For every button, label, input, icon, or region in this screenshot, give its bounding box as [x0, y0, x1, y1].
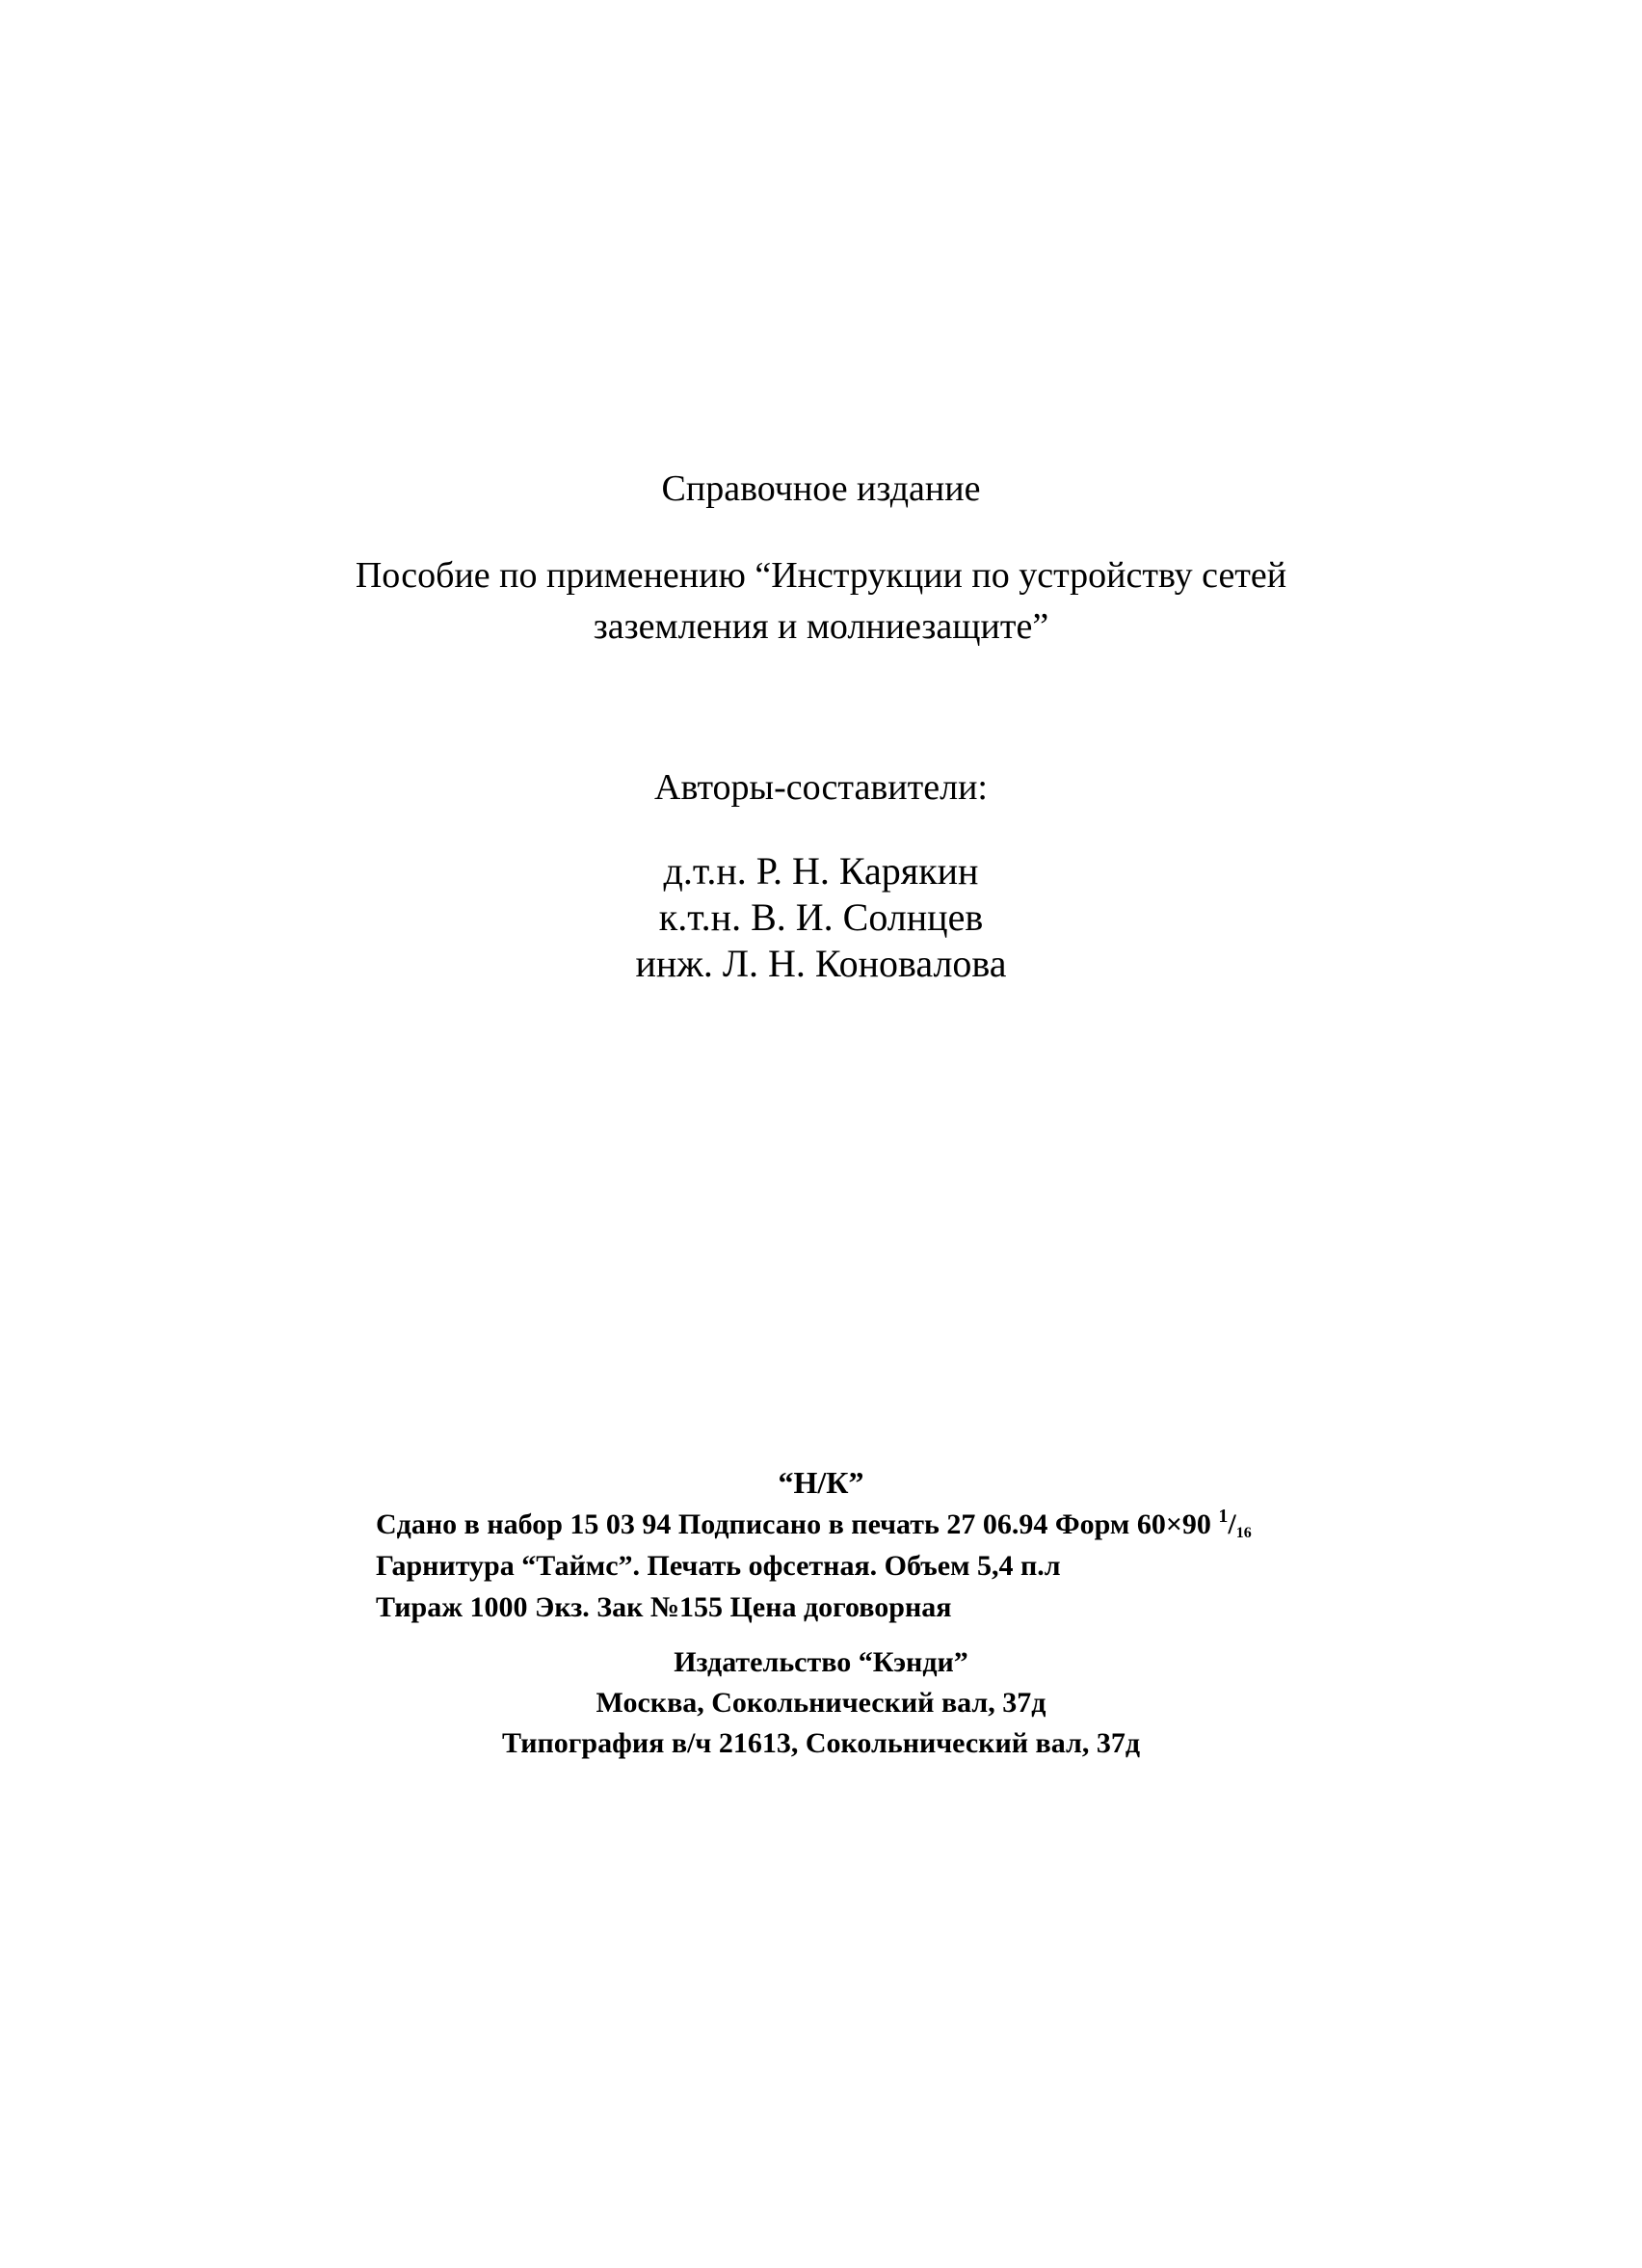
imprint-mark: “Н/К” [778, 1465, 864, 1500]
imprint-line-1: Сдано в набор 15 03 94 Подписано в печать 27 06.94 Форм 60×90 $^1$/16 [376, 1506, 1252, 1541]
imprint-line-2: Гарнитура “Таймс”. Печать офсетная. Объем 5,4 п.л [376, 1550, 1061, 1582]
imprint-line-1-text: Сдано в набор 15 03 94 Подписано в печать 27 06.94 Форм 60×90 [376, 1508, 1219, 1540]
title-line-1: Пособие по применению “Инструкции по устройству сетей [355, 555, 1287, 596]
author-1: д.т.н. Р. Н. Карякин [663, 849, 979, 893]
publisher-name: Издательство “Кэнди” [674, 1646, 968, 1678]
author-2: к.т.н. В. И. Солнцев [658, 895, 984, 939]
author-3: инж. Л. Н. Коновалова [635, 942, 1007, 985]
publisher-address: Москва, Сокольнический вал, 37д [596, 1687, 1046, 1719]
authors-heading: Авторы-составители: [654, 767, 988, 808]
format-fraction-numerator: 1 [1218, 1506, 1229, 1527]
imprint-line-3: Тираж 1000 Экз. Зак №155 Цена договорная [376, 1591, 952, 1623]
edition-type: Справочное издание [661, 468, 981, 509]
printing-house: Типография в/ч 21613, Сокольнический вал, 37д [501, 1727, 1141, 1759]
title-line-2: заземления и молниезащите” [593, 606, 1049, 647]
format-fraction-denominator: 16 [1235, 1525, 1252, 1541]
